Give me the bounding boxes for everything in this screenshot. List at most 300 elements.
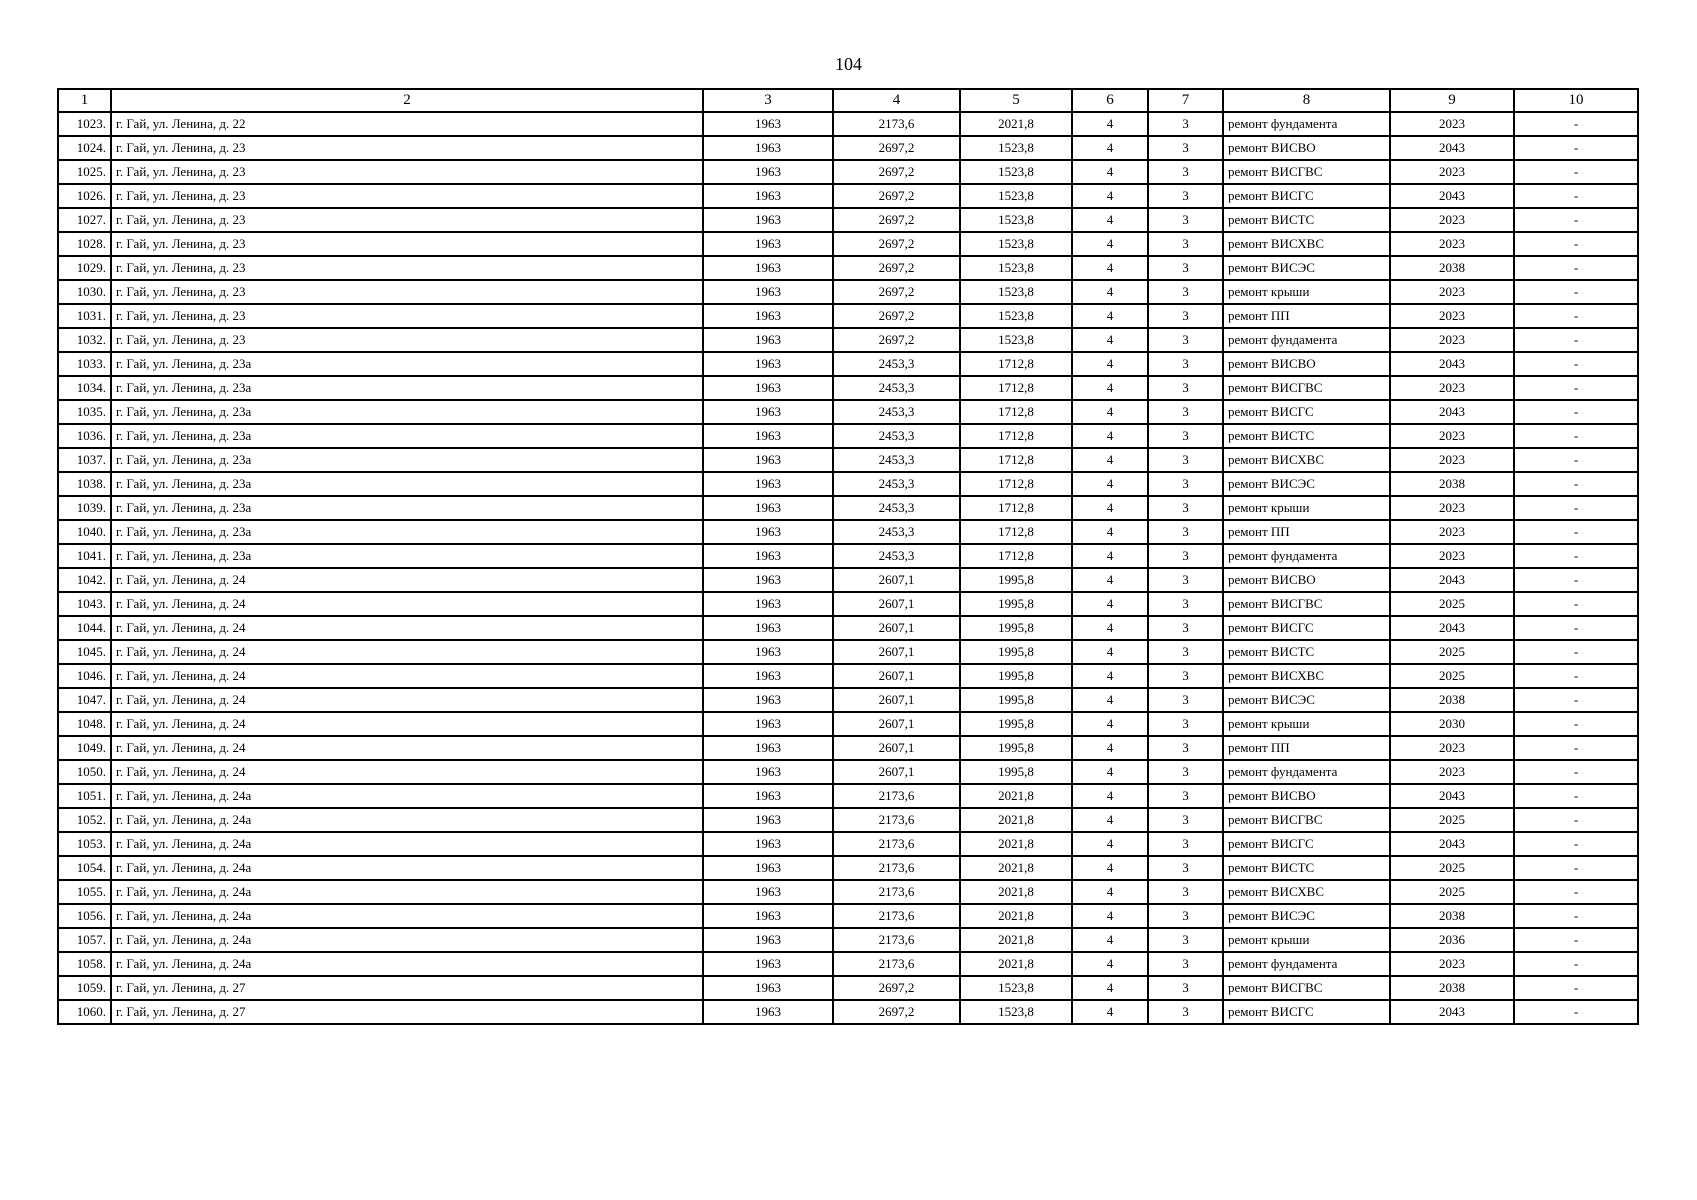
address-cell: г. Гай, ул. Ленина, д. 23а [111,448,703,472]
entrances-cell: 3 [1148,736,1223,760]
note-cell: - [1514,256,1638,280]
address-cell: г. Гай, ул. Ленина, д. 24 [111,736,703,760]
row-number-cell: 1032. [58,328,111,352]
table-row [58,424,1638,448]
note-cell: - [1514,880,1638,904]
year-built-cell: 1963 [703,448,833,472]
table-row [58,544,1638,568]
year-built-cell: 1963 [703,256,833,280]
row-number-cell: 1052. [58,808,111,832]
planned-year-cell: 2023 [1390,424,1514,448]
floors-cell: 4 [1072,304,1148,328]
entrances-cell: 3 [1148,784,1223,808]
work-type-cell: ремонт ВИСГВС [1223,160,1390,184]
table-row [58,160,1638,184]
work-type-cell: ремонт ВИСГВС [1223,808,1390,832]
work-type-cell: ремонт ПП [1223,520,1390,544]
row-number-cell: 1050. [58,760,111,784]
planned-year-cell: 2025 [1390,856,1514,880]
living-area-cell: 2021,8 [960,784,1072,808]
total-area-cell: 2173,6 [833,784,960,808]
living-area-cell: 2021,8 [960,952,1072,976]
entrances-cell: 3 [1148,208,1223,232]
entrances-cell: 3 [1148,352,1223,376]
total-area-cell: 2697,2 [833,304,960,328]
address-cell: г. Гай, ул. Ленина, д. 24 [111,664,703,688]
row-number-cell: 1031. [58,304,111,328]
planned-year-cell: 2043 [1390,136,1514,160]
work-type-cell: ремонт ВИСГС [1223,184,1390,208]
floors-cell: 4 [1072,496,1148,520]
entrances-cell: 3 [1148,640,1223,664]
living-area-cell: 1995,8 [960,688,1072,712]
row-number-cell: 1026. [58,184,111,208]
address-cell: г. Гай, ул. Ленина, д. 23а [111,424,703,448]
living-area-cell: 1712,8 [960,448,1072,472]
address-cell: г. Гай, ул. Ленина, д. 23а [111,400,703,424]
floors-cell: 4 [1072,280,1148,304]
planned-year-cell: 2025 [1390,808,1514,832]
floors-cell: 4 [1072,160,1148,184]
work-type-cell: ремонт фундамента [1223,760,1390,784]
planned-year-cell: 2025 [1390,664,1514,688]
address-cell: г. Гай, ул. Ленина, д. 24 [111,640,703,664]
total-area-cell: 2453,3 [833,472,960,496]
floors-cell: 4 [1072,976,1148,1000]
note-cell: - [1514,736,1638,760]
year-built-cell: 1963 [703,112,833,136]
planned-year-cell: 2025 [1390,640,1514,664]
table-row [58,520,1638,544]
year-built-cell: 1963 [703,304,833,328]
total-area-cell: 2607,1 [833,760,960,784]
planned-year-cell: 2023 [1390,160,1514,184]
total-area-cell: 2173,6 [833,904,960,928]
planned-year-cell: 2043 [1390,1000,1514,1024]
living-area-cell: 1523,8 [960,304,1072,328]
table-row [58,832,1638,856]
table-row [58,400,1638,424]
address-cell: г. Гай, ул. Ленина, д. 24 [111,712,703,736]
planned-year-cell: 2023 [1390,952,1514,976]
column-header: 4 [833,89,960,112]
planned-year-cell: 2043 [1390,832,1514,856]
total-area-cell: 2607,1 [833,568,960,592]
entrances-cell: 3 [1148,1000,1223,1024]
table-row [58,376,1638,400]
work-type-cell: ремонт ВИСГС [1223,832,1390,856]
entrances-cell: 3 [1148,904,1223,928]
address-cell: г. Гай, ул. Ленина, д. 23а [111,376,703,400]
entrances-cell: 3 [1148,616,1223,640]
entrances-cell: 3 [1148,856,1223,880]
work-type-cell: ремонт ВИСГС [1223,1000,1390,1024]
note-cell: - [1514,232,1638,256]
row-number-cell: 1049. [58,736,111,760]
note-cell: - [1514,544,1638,568]
entrances-cell: 3 [1148,520,1223,544]
work-type-cell: ремонт ПП [1223,736,1390,760]
table-row [58,784,1638,808]
floors-cell: 4 [1072,328,1148,352]
living-area-cell: 1712,8 [960,472,1072,496]
column-header: 1 [58,89,111,112]
table-row [58,472,1638,496]
address-cell: г. Гай, ул. Ленина, д. 23а [111,544,703,568]
total-area-cell: 2697,2 [833,160,960,184]
entrances-cell: 3 [1148,832,1223,856]
planned-year-cell: 2043 [1390,184,1514,208]
address-cell: г. Гай, ул. Ленина, д. 23 [111,208,703,232]
living-area-cell: 1523,8 [960,232,1072,256]
entrances-cell: 3 [1148,472,1223,496]
planned-year-cell: 2043 [1390,616,1514,640]
year-built-cell: 1963 [703,352,833,376]
row-number-cell: 1034. [58,376,111,400]
entrances-cell: 3 [1148,136,1223,160]
living-area-cell: 2021,8 [960,856,1072,880]
row-number-cell: 1060. [58,1000,111,1024]
total-area-cell: 2453,3 [833,376,960,400]
year-built-cell: 1963 [703,640,833,664]
table-row [58,928,1638,952]
work-type-cell: ремонт ВИСЭС [1223,256,1390,280]
planned-year-cell: 2030 [1390,712,1514,736]
floors-cell: 4 [1072,856,1148,880]
total-area-cell: 2697,2 [833,1000,960,1024]
row-number-cell: 1059. [58,976,111,1000]
floors-cell: 4 [1072,112,1148,136]
living-area-cell: 2021,8 [960,112,1072,136]
floors-cell: 4 [1072,1000,1148,1024]
note-cell: - [1514,688,1638,712]
total-area-cell: 2173,6 [833,832,960,856]
note-cell: - [1514,328,1638,352]
floors-cell: 4 [1072,616,1148,640]
entrances-cell: 3 [1148,232,1223,256]
row-number-cell: 1040. [58,520,111,544]
note-cell: - [1514,832,1638,856]
planned-year-cell: 2023 [1390,208,1514,232]
address-cell: г. Гай, ул. Ленина, д. 23 [111,304,703,328]
planned-year-cell: 2023 [1390,496,1514,520]
total-area-cell: 2607,1 [833,664,960,688]
page-number: 104 [835,54,862,74]
floors-cell: 4 [1072,832,1148,856]
address-cell: г. Гай, ул. Ленина, д. 23а [111,472,703,496]
address-cell: г. Гай, ул. Ленина, д. 23 [111,184,703,208]
address-cell: г. Гай, ул. Ленина, д. 24 [111,760,703,784]
row-number-cell: 1025. [58,160,111,184]
year-built-cell: 1963 [703,664,833,688]
entrances-cell: 3 [1148,688,1223,712]
note-cell: - [1514,856,1638,880]
work-type-cell: ремонт ВИСВО [1223,136,1390,160]
column-header: 8 [1223,89,1390,112]
table-row [58,184,1638,208]
row-number-cell: 1055. [58,880,111,904]
planned-year-cell: 2038 [1390,688,1514,712]
year-built-cell: 1963 [703,712,833,736]
row-number-cell: 1024. [58,136,111,160]
note-cell: - [1514,616,1638,640]
floors-cell: 4 [1072,232,1148,256]
table-row [58,736,1638,760]
table-row [58,136,1638,160]
planned-year-cell: 2023 [1390,736,1514,760]
column-header: 6 [1072,89,1148,112]
table-row [58,712,1638,736]
year-built-cell: 1963 [703,376,833,400]
column-header: 10 [1514,89,1638,112]
address-cell: г. Гай, ул. Ленина, д. 23а [111,520,703,544]
table-row [58,664,1638,688]
work-type-cell: ремонт фундамента [1223,112,1390,136]
address-cell: г. Гай, ул. Ленина, д. 24 [111,568,703,592]
planned-year-cell: 2023 [1390,232,1514,256]
row-number-cell: 1051. [58,784,111,808]
address-cell: г. Гай, ул. Ленина, д. 24 [111,688,703,712]
planned-year-cell: 2023 [1390,280,1514,304]
total-area-cell: 2607,1 [833,712,960,736]
living-area-cell: 2021,8 [960,904,1072,928]
address-cell: г. Гай, ул. Ленина, д. 24а [111,832,703,856]
column-header: 7 [1148,89,1223,112]
work-type-cell: ремонт ВИСГС [1223,400,1390,424]
row-number-cell: 1043. [58,592,111,616]
note-cell: - [1514,184,1638,208]
row-number-cell: 1048. [58,712,111,736]
total-area-cell: 2697,2 [833,136,960,160]
repair-schedule-table [57,88,1639,1025]
row-number-cell: 1033. [58,352,111,376]
note-cell: - [1514,952,1638,976]
note-cell: - [1514,400,1638,424]
living-area-cell: 1712,8 [960,400,1072,424]
living-area-cell: 1712,8 [960,376,1072,400]
planned-year-cell: 2043 [1390,400,1514,424]
planned-year-cell: 2043 [1390,568,1514,592]
note-cell: - [1514,976,1638,1000]
floors-cell: 4 [1072,400,1148,424]
entrances-cell: 3 [1148,808,1223,832]
address-cell: г. Гай, ул. Ленина, д. 23 [111,232,703,256]
total-area-cell: 2453,3 [833,448,960,472]
total-area-cell: 2453,3 [833,544,960,568]
floors-cell: 4 [1072,664,1148,688]
note-cell: - [1514,304,1638,328]
living-area-cell: 2021,8 [960,928,1072,952]
table-row [58,280,1638,304]
row-number-cell: 1046. [58,664,111,688]
note-cell: - [1514,136,1638,160]
floors-cell: 4 [1072,448,1148,472]
living-area-cell: 1712,8 [960,424,1072,448]
note-cell: - [1514,160,1638,184]
work-type-cell: ремонт фундамента [1223,952,1390,976]
year-built-cell: 1963 [703,160,833,184]
column-header: 3 [703,89,833,112]
address-cell: г. Гай, ул. Ленина, д. 24а [111,784,703,808]
year-built-cell: 1963 [703,1000,833,1024]
work-type-cell: ремонт ВИСЭС [1223,688,1390,712]
floors-cell: 4 [1072,640,1148,664]
floors-cell: 4 [1072,760,1148,784]
note-cell: - [1514,376,1638,400]
total-area-cell: 2453,3 [833,496,960,520]
living-area-cell: 1523,8 [960,160,1072,184]
year-built-cell: 1963 [703,688,833,712]
year-built-cell: 1963 [703,280,833,304]
work-type-cell: ремонт ВИСЭС [1223,904,1390,928]
address-cell: г. Гай, ул. Ленина, д. 27 [111,1000,703,1024]
address-cell: г. Гай, ул. Ленина, д. 27 [111,976,703,1000]
living-area-cell: 1523,8 [960,280,1072,304]
floors-cell: 4 [1072,136,1148,160]
note-cell: - [1514,112,1638,136]
floors-cell: 4 [1072,184,1148,208]
row-number-cell: 1045. [58,640,111,664]
work-type-cell: ремонт ВИСВО [1223,568,1390,592]
row-number-cell: 1054. [58,856,111,880]
total-area-cell: 2453,3 [833,520,960,544]
table-row [58,856,1638,880]
floors-cell: 4 [1072,352,1148,376]
floors-cell: 4 [1072,472,1148,496]
address-cell: г. Гай, ул. Ленина, д. 23 [111,328,703,352]
year-built-cell: 1963 [703,784,833,808]
planned-year-cell: 2023 [1390,304,1514,328]
total-area-cell: 2697,2 [833,184,960,208]
table-row [58,568,1638,592]
planned-year-cell: 2038 [1390,904,1514,928]
work-type-cell: ремонт ВИСХВС [1223,232,1390,256]
year-built-cell: 1963 [703,928,833,952]
address-cell: г. Гай, ул. Ленина, д. 24а [111,904,703,928]
planned-year-cell: 2023 [1390,520,1514,544]
year-built-cell: 1963 [703,952,833,976]
note-cell: - [1514,664,1638,688]
table-row [58,208,1638,232]
floors-cell: 4 [1072,520,1148,544]
work-type-cell: ремонт ВИСГВС [1223,592,1390,616]
entrances-cell: 3 [1148,880,1223,904]
address-cell: г. Гай, ул. Ленина, д. 23а [111,496,703,520]
address-cell: г. Гай, ул. Ленина, д. 24а [111,808,703,832]
year-built-cell: 1963 [703,592,833,616]
living-area-cell: 2021,8 [960,808,1072,832]
work-type-cell: ремонт фундамента [1223,328,1390,352]
total-area-cell: 2173,6 [833,928,960,952]
total-area-cell: 2607,1 [833,736,960,760]
floors-cell: 4 [1072,928,1148,952]
living-area-cell: 1995,8 [960,568,1072,592]
table-row [58,448,1638,472]
note-cell: - [1514,424,1638,448]
planned-year-cell: 2023 [1390,760,1514,784]
address-cell: г. Гай, ул. Ленина, д. 24 [111,616,703,640]
address-cell: г. Гай, ул. Ленина, д. 24а [111,880,703,904]
work-type-cell: ремонт ВИСВО [1223,352,1390,376]
row-number-cell: 1053. [58,832,111,856]
living-area-cell: 1712,8 [960,520,1072,544]
total-area-cell: 2173,6 [833,952,960,976]
total-area-cell: 2173,6 [833,112,960,136]
planned-year-cell: 2038 [1390,472,1514,496]
year-built-cell: 1963 [703,424,833,448]
note-cell: - [1514,640,1638,664]
floors-cell: 4 [1072,376,1148,400]
year-built-cell: 1963 [703,856,833,880]
living-area-cell: 1995,8 [960,736,1072,760]
table-row [58,640,1638,664]
floors-cell: 4 [1072,880,1148,904]
living-area-cell: 1523,8 [960,208,1072,232]
row-number-cell: 1030. [58,280,111,304]
living-area-cell: 1523,8 [960,256,1072,280]
work-type-cell: ремонт крыши [1223,928,1390,952]
year-built-cell: 1963 [703,568,833,592]
planned-year-cell: 2043 [1390,784,1514,808]
table-row [58,328,1638,352]
entrances-cell: 3 [1148,400,1223,424]
year-built-cell: 1963 [703,976,833,1000]
living-area-cell: 1523,8 [960,1000,1072,1024]
entrances-cell: 3 [1148,280,1223,304]
note-cell: - [1514,568,1638,592]
address-cell: г. Гай, ул. Ленина, д. 24 [111,592,703,616]
planned-year-cell: 2038 [1390,976,1514,1000]
planned-year-cell: 2023 [1390,376,1514,400]
floors-cell: 4 [1072,424,1148,448]
address-cell: г. Гай, ул. Ленина, д. 22 [111,112,703,136]
planned-year-cell: 2025 [1390,592,1514,616]
floors-cell: 4 [1072,688,1148,712]
table-row [58,496,1638,520]
row-number-cell: 1037. [58,448,111,472]
note-cell: - [1514,712,1638,736]
work-type-cell: ремонт крыши [1223,496,1390,520]
table-row [58,352,1638,376]
address-cell: г. Гай, ул. Ленина, д. 23 [111,280,703,304]
note-cell: - [1514,496,1638,520]
total-area-cell: 2453,3 [833,352,960,376]
entrances-cell: 3 [1148,184,1223,208]
column-header: 9 [1390,89,1514,112]
note-cell: - [1514,448,1638,472]
address-cell: г. Гай, ул. Ленина, д. 23 [111,136,703,160]
table-row [58,976,1638,1000]
row-number-cell: 1029. [58,256,111,280]
row-number-cell: 1056. [58,904,111,928]
row-number-cell: 1042. [58,568,111,592]
work-type-cell: ремонт ВИСХВС [1223,448,1390,472]
row-number-cell: 1027. [58,208,111,232]
year-built-cell: 1963 [703,544,833,568]
table-row [58,592,1638,616]
year-built-cell: 1963 [703,616,833,640]
work-type-cell: ремонт фундамента [1223,544,1390,568]
living-area-cell: 1712,8 [960,496,1072,520]
address-cell: г. Гай, ул. Ленина, д. 24а [111,856,703,880]
entrances-cell: 3 [1148,928,1223,952]
floors-cell: 4 [1072,544,1148,568]
total-area-cell: 2697,2 [833,280,960,304]
total-area-cell: 2607,1 [833,592,960,616]
note-cell: - [1514,928,1638,952]
living-area-cell: 1995,8 [960,664,1072,688]
floors-cell: 4 [1072,784,1148,808]
